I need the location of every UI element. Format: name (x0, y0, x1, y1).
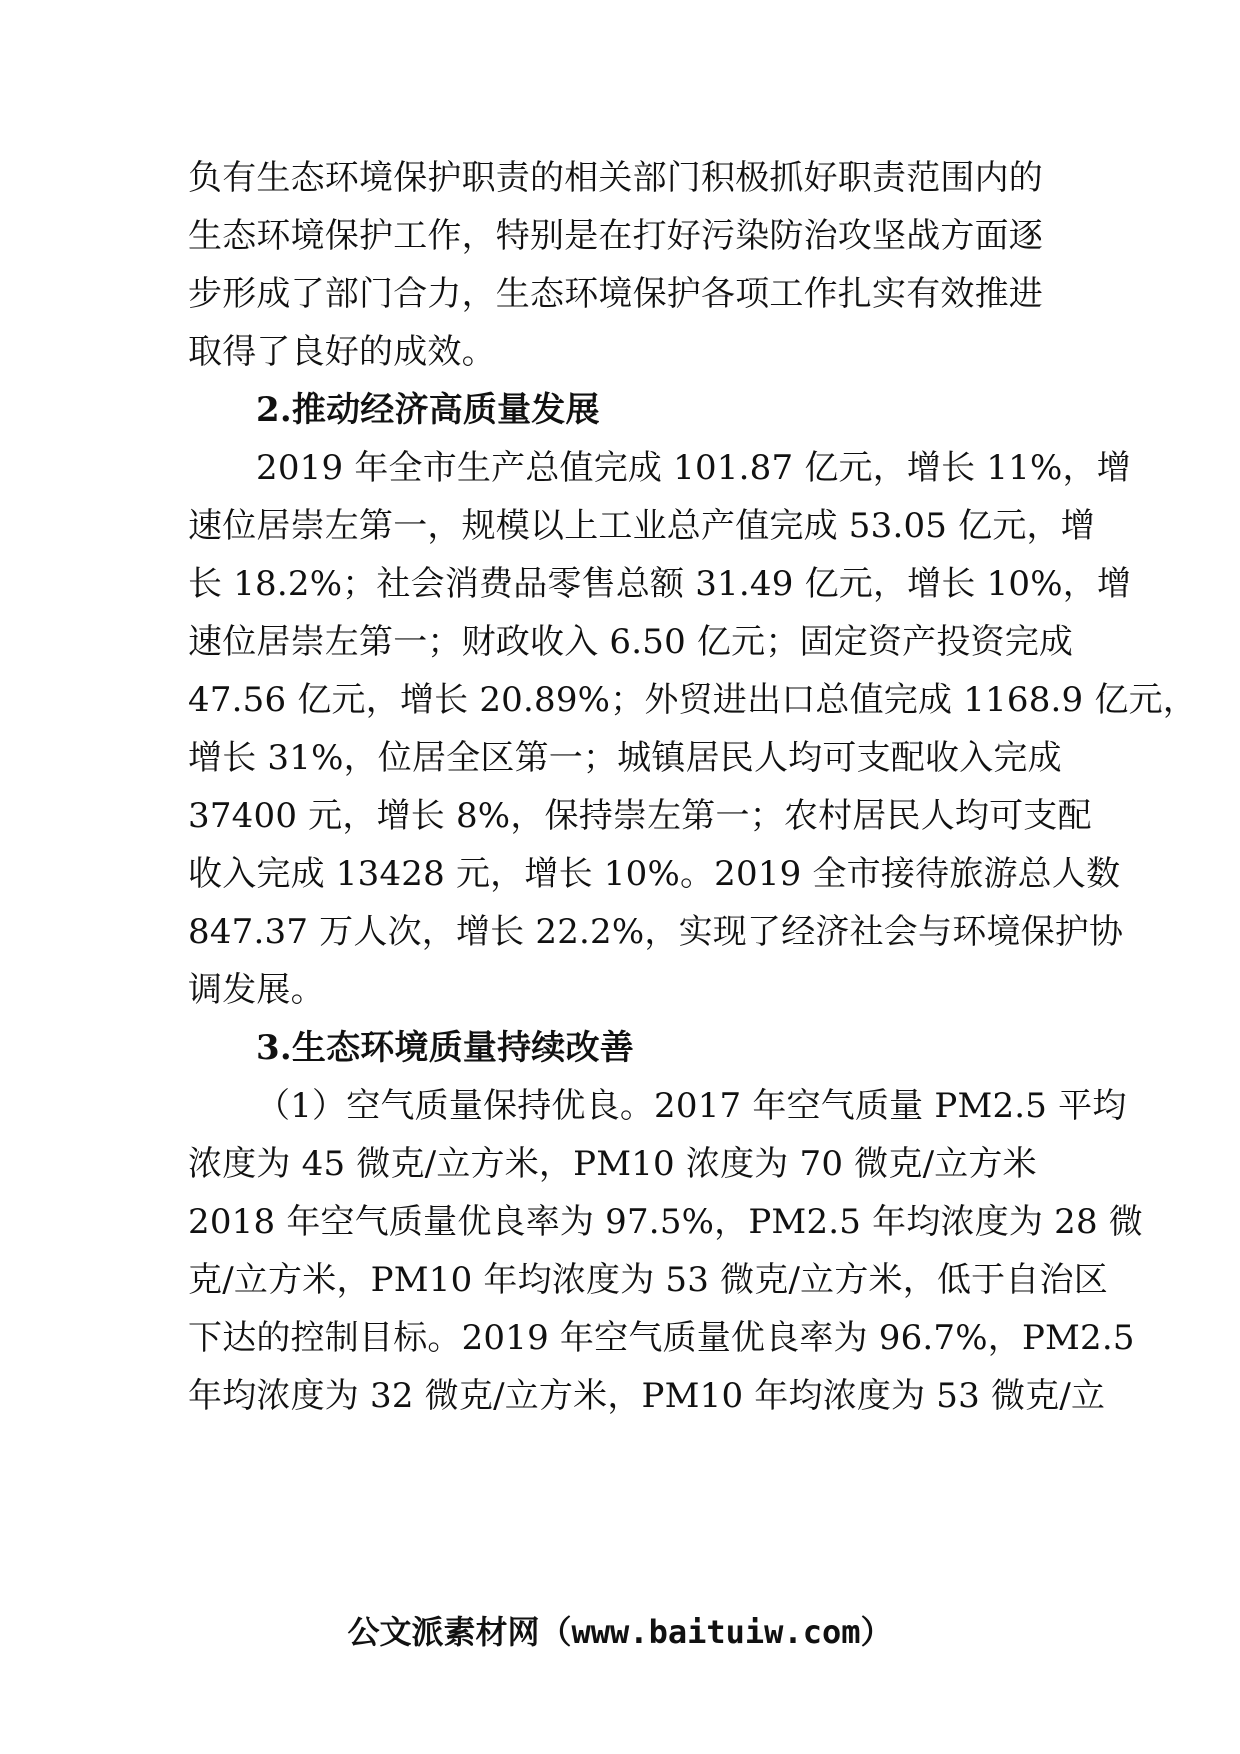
paragraph-line: （1）空气质量保持优良。2017 年空气质量 PM2.5 平均 (256, 1086, 1127, 1126)
paragraph-line: 调发展。 (188, 970, 325, 1010)
footer-watermark (0, 1612, 1240, 1652)
paragraph-line: 取得了良好的成效。 (188, 332, 496, 372)
paragraph-line: 年均浓度为 32 微克/立方米，PM10 年均浓度为 53 微克/立 (188, 1376, 1106, 1416)
footer-site-name: 公文派素材网 (347, 1613, 540, 1651)
paragraph-line: 47.56 亿元，增长 20.89%；外贸进出口总值完成 1168.9 亿元， (188, 680, 1197, 720)
paragraph-line: 长 18.2%；社会消费品零售总额 31.49 亿元，增长 10%，增 (188, 564, 1132, 604)
paragraph-line: 步形成了部门合力，生态环境保护各项工作扎实有效推进 (188, 274, 1043, 314)
paragraph-line: 下达的控制目标。2019 年空气质量优良率为 96.7%，PM2.5 (188, 1318, 1135, 1358)
paragraph-line: 收入完成 13428 元，增长 10%。2019 全市接待旅游总人数 (188, 854, 1121, 894)
paragraph-line: 增长 31%，位居全区第一；城镇居民人均可支配收入完成 (188, 738, 1062, 778)
section-heading: 3.生态环境质量持续改善 (256, 1028, 634, 1068)
section-heading: 2.推动经济高质量发展 (256, 390, 600, 430)
paragraph-line: 37400 元，增长 8%，保持崇左第一；农村居民人均可支配 (188, 796, 1092, 836)
paragraph-line: 生态环境保护工作，特别是在打好污染防治攻坚战方面逐 (188, 216, 1043, 256)
paragraph-line: 浓度为 45 微克/立方米，PM10 浓度为 70 微克/立方米 (188, 1144, 1037, 1184)
paragraph-line: 2018 年空气质量优良率为 97.5%，PM2.5 年均浓度为 28 微 (188, 1202, 1143, 1242)
paragraph-line: 克/立方米，PM10 年均浓度为 53 微克/立方米，低于自治区 (188, 1260, 1108, 1300)
paragraph-line: 2019 年全市生产总值完成 101.87 亿元，增长 11%，增 (256, 448, 1131, 488)
paragraph-line: 负有生态环境保护职责的相关部门积极抓好职责范围内的 (188, 158, 1043, 198)
paragraph-line: 速位居崇左第一，规模以上工业总产值完成 53.05 亿元，增 (188, 506, 1095, 546)
paragraph-line: 速位居崇左第一；财政收入 6.50 亿元；固定资产投资完成 (188, 622, 1074, 662)
paragraph-line: 847.37 万人次，增长 22.2%，实现了经济社会与环境保护协 (188, 912, 1124, 952)
footer-url: （www.baituiw.com） (539, 1613, 893, 1651)
